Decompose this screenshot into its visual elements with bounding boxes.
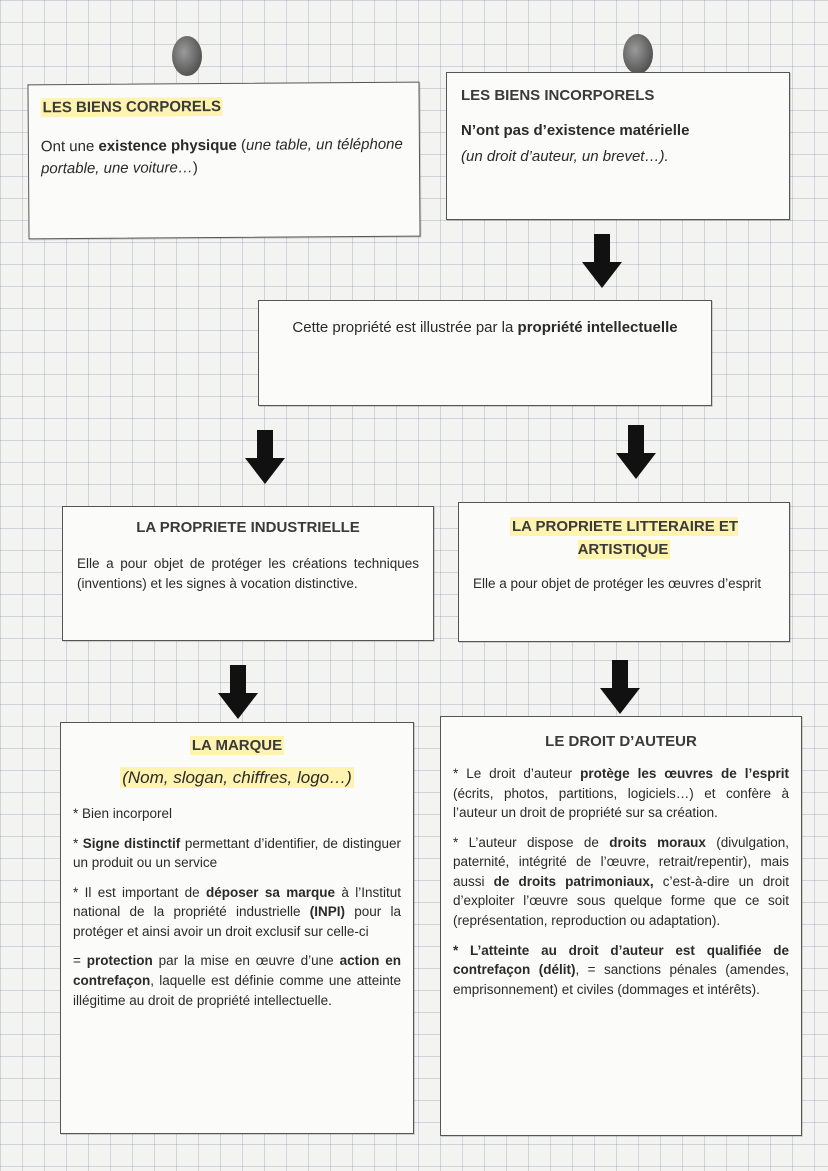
marque-p3: * Il est important de déposer sa marque à l’Institut national de la propriété industrielle (INPI) pour la protéger et ainsi avoir un droit exclusif sur celle-ci xyxy=(73,884,401,939)
marque-p2: * Signe distinctif permettant d’identifier, de distinguer un produit ou un service xyxy=(73,835,401,871)
binder-hole-left xyxy=(172,36,202,76)
marque-p1: * Bien incorporel xyxy=(73,806,173,821)
marque-title: LA MARQUE xyxy=(191,737,283,754)
marque-p4: = protection par la mise en œuvre d’une action en contrefaçon, laquelle est définie comme une atteinte illégitime au droit de propriété intellectuelle. xyxy=(73,953,401,1008)
litteraire-title: LA PROPRIETE LITTERAIRE ET ARTISTIQUE xyxy=(511,518,739,559)
industrielle-text: Elle a pour objet de protéger les créations techniques (inventions) et les signes à vocation distinctive. xyxy=(77,556,419,591)
box-biens-incorporels xyxy=(446,72,790,220)
box-biens-corporels xyxy=(27,82,420,240)
droit-auteur-p2: * L’auteur dispose de droits moraux (divulgation, paternité, intégrité de l’œuvre, retrait/repentir), mais aussi de droits patrimoniaux, c’est-à-dire un droit d’exploiter l’œuvre sous quelque forme que ce soit (représentation, reproduction ou adaptation). xyxy=(453,834,789,928)
arrow-down-1 xyxy=(582,234,622,290)
industrielle-title: LA PROPRIETE INDUSTRIELLE xyxy=(136,519,360,536)
box-propriete-industrielle xyxy=(62,506,434,641)
arrow-down-left xyxy=(245,430,285,486)
arrow-down-marque xyxy=(218,665,258,721)
box-droit-auteur xyxy=(440,716,802,1136)
droit-auteur-p3: * L’atteinte au droit d’auteur est qualifiée de contrefaçon (délit), = sanctions pénales (amendes, emprisonnement) et civiles (dommages et intérêts). xyxy=(453,942,789,997)
biens-corporels-title: LES BIENS CORPORELS xyxy=(41,97,223,117)
biens-incorporels-example: (un droit d’auteur, un brevet…). xyxy=(461,147,669,165)
litteraire-text: Elle a pour objet de protéger les œuvres d’esprit xyxy=(473,575,762,591)
droit-auteur-title: LE DROIT D’AUTEUR xyxy=(545,733,697,750)
marque-subtitle: (Nom, slogan, chiffres, logo…) xyxy=(122,768,352,787)
binder-hole-right xyxy=(623,34,653,74)
box-propriete-litteraire xyxy=(458,502,790,642)
biens-corporels-text: Ont une existence physique (une table, un téléphone portable, une voiture…) xyxy=(40,135,403,178)
biens-incorporels-main: N’ont pas d’existence matérielle xyxy=(461,122,690,139)
biens-incorporels-title: LES BIENS INCORPORELS xyxy=(461,87,655,104)
box-propriete-intellectuelle xyxy=(258,300,712,406)
arrow-down-right xyxy=(616,425,656,481)
droit-auteur-p1: * Le droit d’auteur protège les œuvres de l’esprit (écrits, photos, partitions, logiciels…) et confère à l’auteur un droit de propriété sur sa création. xyxy=(453,766,789,821)
box-la-marque xyxy=(60,722,414,1134)
propriete-intellectuelle-text: Cette propriété est illustrée par la propriété intellectuelle xyxy=(292,319,678,336)
arrow-down-droit-auteur xyxy=(600,660,640,716)
